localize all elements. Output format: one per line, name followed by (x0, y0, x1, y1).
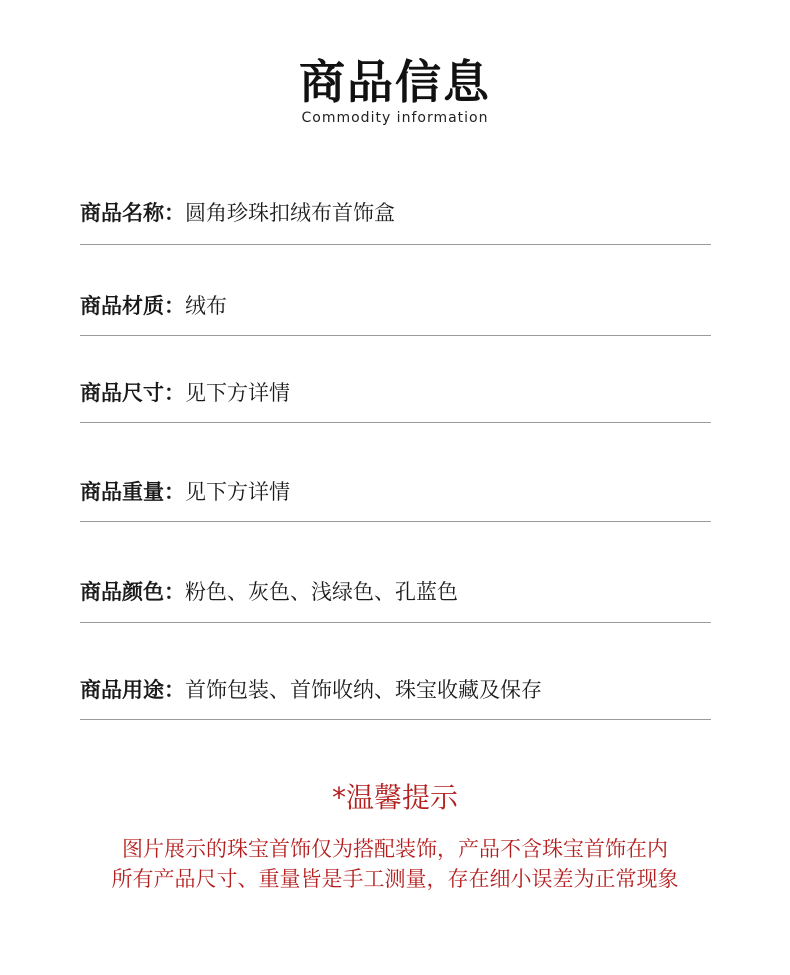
tips-title: *温馨提示 (331, 781, 458, 814)
info-value: 首饰包装、首饰收纳、珠宝收藏及保存 (185, 678, 542, 702)
info-label: 商品材质： (80, 294, 185, 318)
info-row-usage (80, 622, 711, 720)
tips-line-2: 所有产品尺寸、重量皆是手工测量，存在细小误差为正常现象 (111, 867, 679, 891)
tips-line-1: 图片展示的珠宝首饰仅为搭配装饰，产品不含珠宝首饰在内 (122, 837, 668, 861)
info-label: 商品颜色： (80, 580, 185, 604)
info-label: 商品名称： (80, 201, 185, 225)
info-value: 绒布 (185, 294, 227, 318)
info-value: 粉色、灰色、浅绿色、孔蓝色 (185, 580, 458, 604)
info-value: 圆角珍珠扣绒布首饰盒 (185, 201, 395, 225)
info-value: 见下方详情 (185, 480, 290, 504)
info-row-name (80, 196, 711, 245)
info-label: 商品用途： (80, 678, 185, 702)
info-row-size (80, 335, 711, 423)
info-row-color (80, 521, 711, 623)
info-label: 商品重量： (80, 480, 185, 504)
info-value: 见下方详情 (185, 381, 290, 405)
page-subtitle: Commodity information (301, 110, 489, 126)
info-row-weight (80, 422, 711, 522)
info-row-material (80, 244, 711, 336)
page-title: 商品信息 (299, 55, 491, 109)
info-label: 商品尺寸： (80, 381, 185, 405)
